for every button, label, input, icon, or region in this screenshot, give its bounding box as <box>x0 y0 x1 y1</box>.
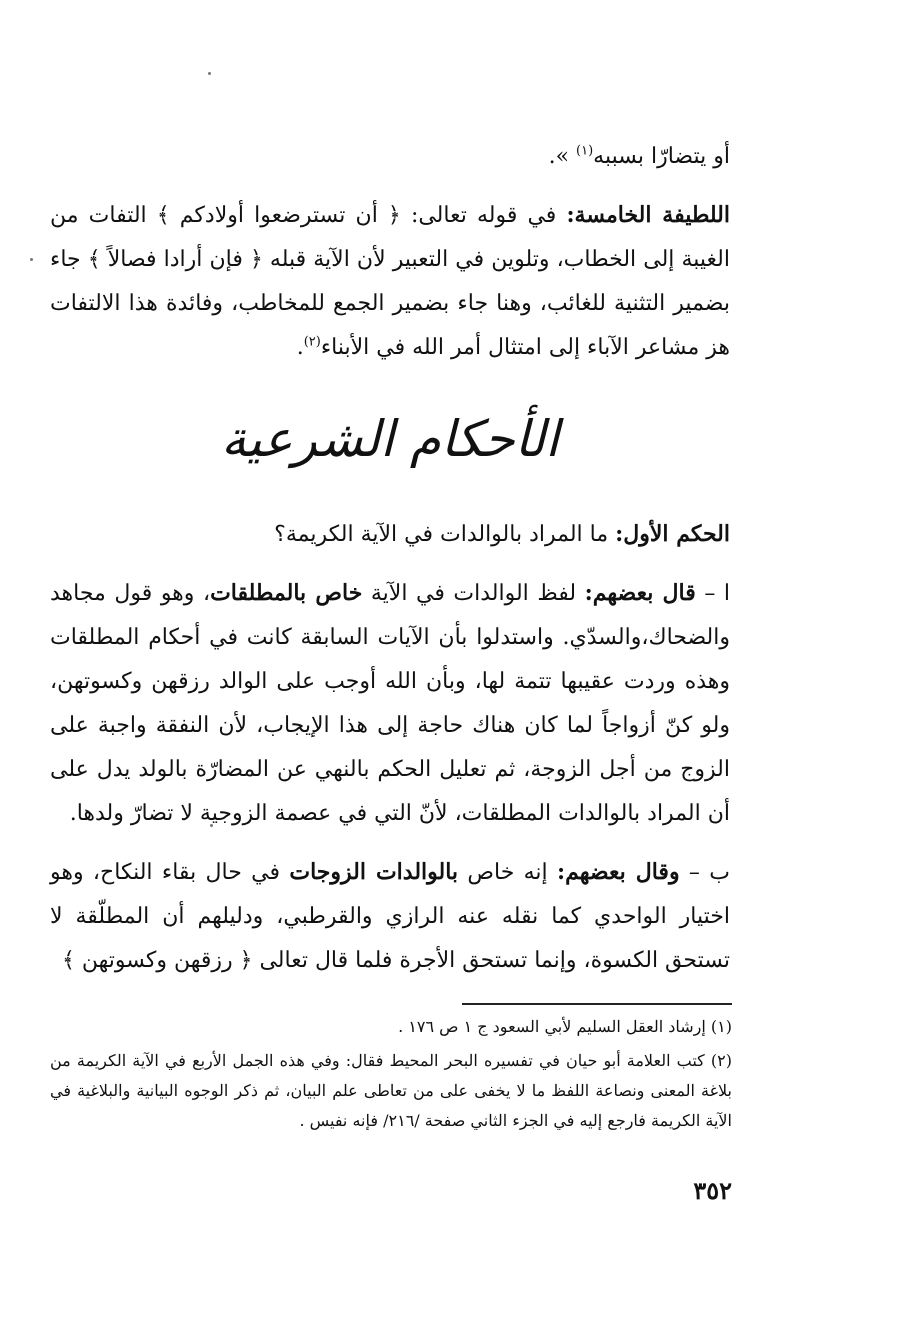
opinion-text: ، وهو قول مجاهد والضحاك،والسدّي. واستدلوا بأن الآيات السابقة كانت في أحكام المطلقات وهذه وردت عقيبها تتمة لها، وبأن الله أوجب على الوالد رزقهن وكسوتهن، ولو كنّ أزواجاً لما كان هناك حاجة إلى هذا الإيجاب، لأن النفقة واجبة على الزوج من أجل الزوجة، ثم تعليل الحكم بالنهي عن المضارّة بالولد يدل على أن المراد بالوالدات المطلقات، لأنّ التي في عصمة الزوجية لا تضارّ ولدها. <box>50 581 730 826</box>
paragraph-fifth-subtlety <box>50 193 730 370</box>
opinion-label: قال بعضهم: <box>584 580 696 606</box>
opinion-label: وقال بعضهم: <box>557 859 680 885</box>
paragraph-text: . <box>296 335 304 360</box>
opinion-text: لفظ الوالدات في الآية <box>362 581 585 606</box>
paragraph-text: في قوله تعالى: ﴿ أن تسترضعوا أولادكم ﴾ التفات من الغيبة إلى الخطاب، وتلوين في التعبير لأن الآية قبله ﴿ فإن أرادا فصالاً ﴾ جاء بضمير التثنية للغائب، وهنا جاء بضمير الجمع للمخاطب، وفائدة هذا الالتفات هز مشاعر الآباء إلى امتثال أمر الله في الأبناء <box>50 203 730 360</box>
scan-speck <box>208 72 211 75</box>
paragraph-continuation <box>50 135 730 179</box>
paragraph-text: ». <box>548 144 577 169</box>
opinion-prefix: ا – <box>695 581 730 606</box>
opinion-prefix: ب – <box>679 860 730 885</box>
opinion-key-phrase: خاص بالمطلقات <box>210 580 363 606</box>
paragraph-text: أو يتضارّا بسببه <box>593 144 730 169</box>
opinion-key-phrase: بالوالدات الزوجات <box>289 859 459 885</box>
footnote-ref: (٢) <box>303 334 321 350</box>
paragraph-label: اللطيفة الخامسة: <box>566 202 730 228</box>
page-number: ٣٥٢ <box>693 1176 732 1205</box>
page-body <box>50 135 730 997</box>
ruling-label: الحكم الأول: <box>615 521 730 547</box>
footnote-2: (٢) كتب العلامة أبو حيان في تفسيره البحر المحيط فقال: وفي هذه الجمل الأربع في الآية الكريمة من بلاغة المعنى ونصاعة اللفظ ما لا يخفى على من تعاطى علم البيان، ثم ذكر الوجوه البيانية والبلاغية في الآية الكريمة فارجع إليه في الجزء الثاني صفحة /٢١٦/ فإنه نفيس . <box>50 1051 732 1130</box>
opinion-a <box>50 571 730 836</box>
ruling-question: ما المراد بالوالدات في الآية الكريمة؟ <box>274 522 616 547</box>
opinion-b <box>50 850 730 983</box>
opinion-text: في حال بقاء النكاح، وهو اختيار الواحدي كما نقله عنه الرازي والقرطبي، ودليلهم أن المطلّقة لا تستحق الكسوة، وإنما تستحق الأجرة فلما قال تعالى ﴿ رزقهن وكسوتهن ﴾ <box>50 860 730 973</box>
section-heading: الأحكام الشرعية <box>220 410 559 468</box>
footnote-1: (١) إرشاد العقل السليم لأبي السعود ج ١ ص ١٧٦ . <box>398 1017 732 1036</box>
footnotes <box>50 1012 732 1140</box>
scan-speck <box>30 258 33 261</box>
footnote-separator <box>462 1003 732 1005</box>
footnote-ref: (١) <box>576 143 594 159</box>
opinion-text: إنه خاص <box>458 860 558 885</box>
ruling-title <box>50 512 730 557</box>
